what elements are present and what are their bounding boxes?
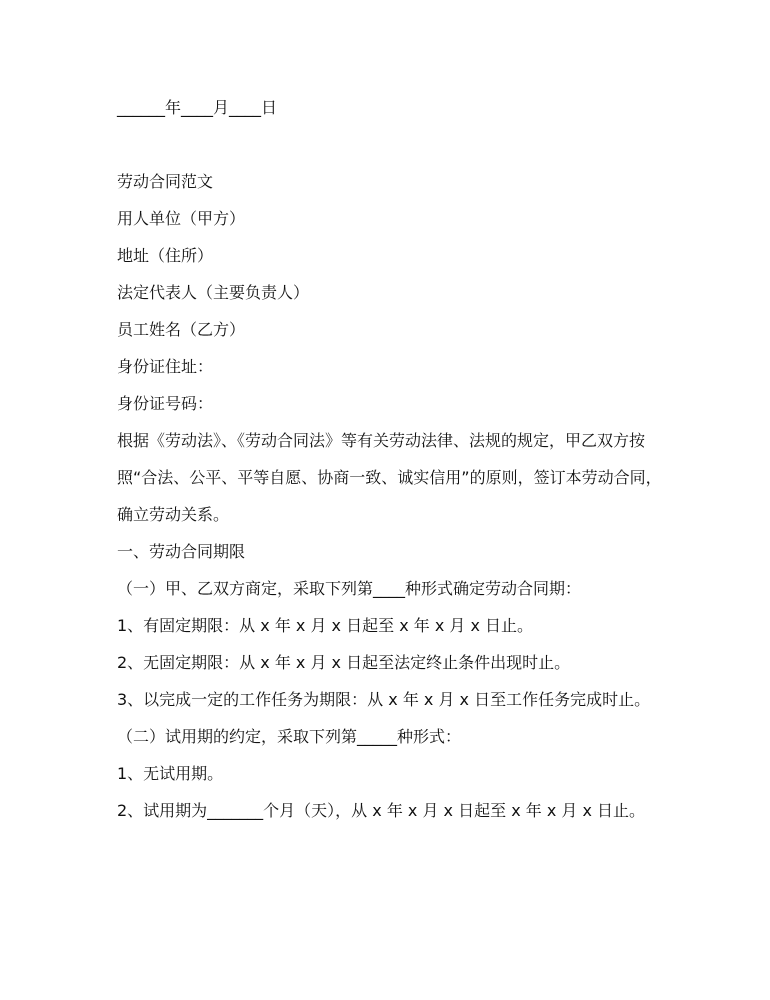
address-field: 地址（住所） <box>117 246 214 265</box>
term-clause-1: （一）甲、乙双方商定，采取下列第____种形式确定劳动合同期： <box>117 579 582 598</box>
term-option-fixed: 1、有固定期限：从 x 年 x 月 x 日起至 x 年 x 月 x 日止。 <box>117 616 534 635</box>
probation-option-period: 2、试用期为_______个月（天），从 x 年 x 月 x 日起至 x 年 x 月 x 日止。 <box>117 801 646 820</box>
employer-field: 用人单位（甲方） <box>117 209 246 228</box>
date-line: ______年____月____日 <box>117 98 278 117</box>
probation-clause: （二）试用期的约定，采取下列第_____种形式： <box>117 727 462 746</box>
probation-option-none: 1、无试用期。 <box>117 764 224 783</box>
contract-title: 劳动合同范文 <box>117 172 214 191</box>
legal-representative-field: 法定代表人（主要负责人） <box>117 283 310 302</box>
term-option-task-based: 3、以完成一定的工作任务为期限：从 x 年 x 月 x 日至工作任务完成时止。 <box>117 690 651 709</box>
id-address-field: 身份证住址： <box>117 357 214 376</box>
id-number-field: 身份证号码： <box>117 394 214 413</box>
term-option-open-ended: 2、无固定期限：从 x 年 x 月 x 日起至法定终止条件出现时止。 <box>117 653 571 672</box>
document-body <box>117 89 662 829</box>
section-heading-term: 一、劳动合同期限 <box>117 542 246 561</box>
preamble-paragraph: 根据《劳动法》、《劳动合同法》等有关劳动法律、法规的规定，甲乙双方按照“合法、公平、平等自愿、协商一致、诚实信用”的原则，签订本劳动合同，确立劳动关系。 <box>117 431 662 524</box>
employee-name-field: 员工姓名（乙方） <box>117 320 246 339</box>
